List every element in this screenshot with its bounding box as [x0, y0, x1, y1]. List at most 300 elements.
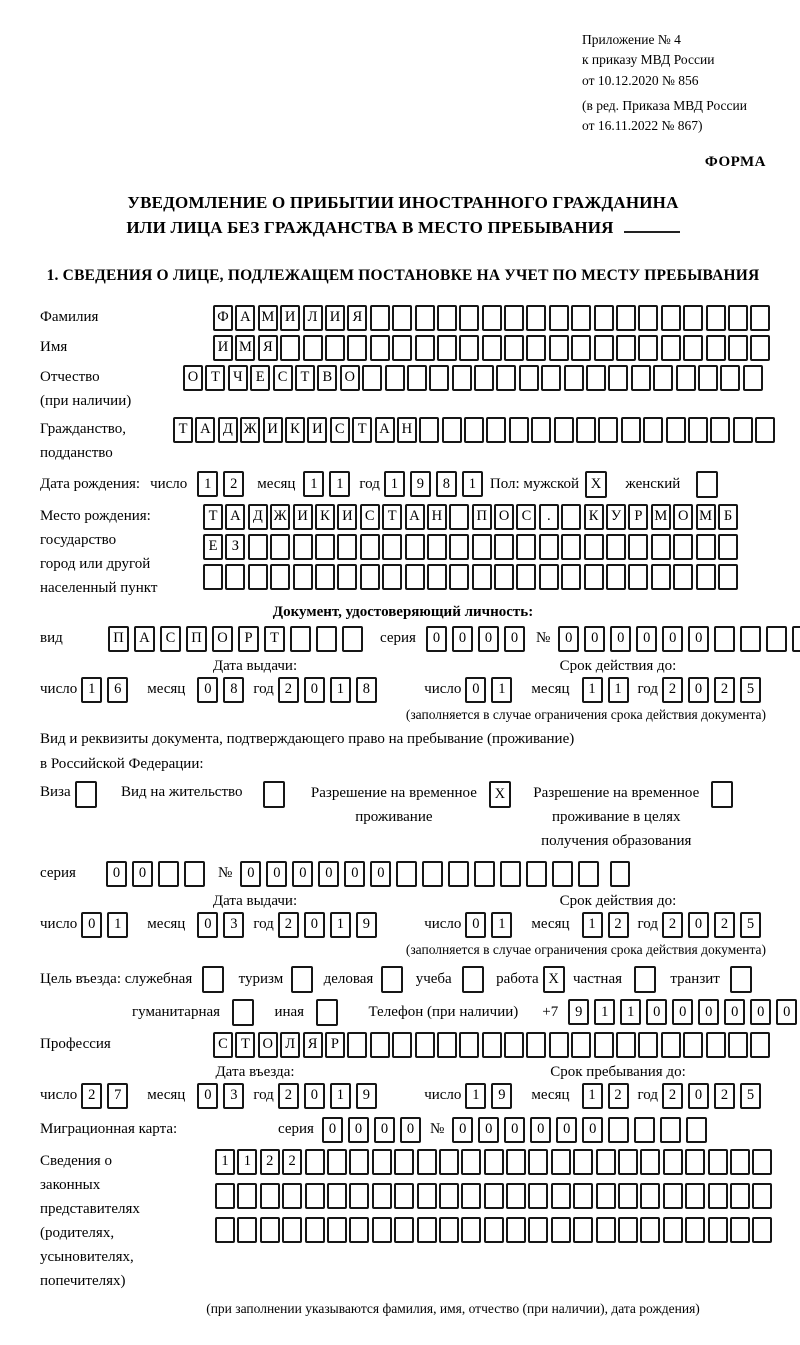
empty-cell[interactable]: [305, 1183, 325, 1209]
filled-cell[interactable]: Н: [427, 504, 447, 530]
filled-cell[interactable]: А: [235, 305, 255, 331]
purpose-other-checkbox[interactable]: [316, 999, 338, 1026]
empty-cell[interactable]: [718, 534, 738, 560]
empty-cell[interactable]: [370, 1032, 390, 1058]
birthplace-cells-line2[interactable]: [203, 534, 740, 560]
filled-cell[interactable]: П: [186, 626, 207, 652]
empty-cell[interactable]: [539, 534, 559, 560]
filled-cell[interactable]: 0: [478, 626, 499, 652]
empty-cell[interactable]: [392, 305, 412, 331]
filled-cell[interactable]: З: [225, 534, 245, 560]
filled-cell[interactable]: 0: [370, 861, 391, 887]
filled-cell[interactable]: 1: [330, 1083, 351, 1109]
filled-cell[interactable]: Е: [250, 365, 270, 391]
filled-cell[interactable]: 2: [714, 912, 735, 938]
empty-cell[interactable]: [618, 1149, 638, 1175]
filled-cell[interactable]: 9: [491, 1083, 512, 1109]
sex-female-checkbox[interactable]: [696, 471, 718, 498]
filled-cell[interactable]: Е: [203, 534, 223, 560]
filled-cell[interactable]: О: [673, 504, 693, 530]
empty-cell[interactable]: [576, 417, 596, 443]
empty-cell[interactable]: [392, 335, 412, 361]
empty-cell[interactable]: [474, 365, 494, 391]
filled-cell[interactable]: 1: [330, 677, 351, 703]
empty-cell[interactable]: [618, 1217, 638, 1243]
empty-cell[interactable]: [519, 365, 539, 391]
permit-valid-day-cells[interactable]: [465, 912, 517, 938]
filled-cell[interactable]: Т: [382, 504, 402, 530]
empty-cell[interactable]: [327, 1149, 347, 1175]
empty-cell[interactable]: [184, 861, 205, 887]
filled-cell[interactable]: 0: [584, 626, 605, 652]
empty-cell[interactable]: [415, 1032, 435, 1058]
filled-cell[interactable]: Т: [203, 504, 223, 530]
filled-cell[interactable]: Б: [718, 504, 738, 530]
filled-cell[interactable]: 2: [81, 1083, 102, 1109]
entry-day-cells[interactable]: [81, 1083, 133, 1109]
stay-day-cells[interactable]: [465, 1083, 517, 1109]
empty-cell[interactable]: [696, 534, 716, 560]
filled-cell[interactable]: 1: [81, 677, 102, 703]
empty-cell[interactable]: [685, 1217, 705, 1243]
filled-cell[interactable]: 0: [426, 626, 447, 652]
legal-rep-cells-line1[interactable]: [215, 1149, 775, 1175]
empty-cell[interactable]: [610, 861, 630, 887]
birthplace-cells-line3[interactable]: [203, 564, 740, 590]
empty-cell[interactable]: [549, 305, 569, 331]
filled-cell[interactable]: 1: [491, 677, 512, 703]
visa-checkbox[interactable]: [75, 781, 97, 808]
empty-cell[interactable]: [551, 1183, 571, 1209]
empty-cell[interactable]: [439, 1217, 459, 1243]
doc-type-cells[interactable]: [108, 626, 368, 652]
empty-cell[interactable]: [792, 626, 800, 652]
empty-cell[interactable]: [305, 1217, 325, 1243]
filled-cell[interactable]: О: [183, 365, 203, 391]
filled-cell[interactable]: 0: [556, 1117, 577, 1143]
filled-cell[interactable]: М: [235, 335, 255, 361]
empty-cell[interactable]: [640, 1217, 660, 1243]
empty-cell[interactable]: [504, 1032, 524, 1058]
empty-cell[interactable]: [584, 564, 604, 590]
empty-cell[interactable]: [706, 335, 726, 361]
empty-cell[interactable]: [651, 564, 671, 590]
filled-cell[interactable]: Ж: [240, 417, 260, 443]
filled-cell[interactable]: 1: [384, 471, 405, 497]
birth-year-cells[interactable]: [384, 471, 488, 497]
empty-cell[interactable]: [472, 564, 492, 590]
empty-cell[interactable]: [740, 626, 761, 652]
empty-cell[interactable]: [405, 534, 425, 560]
filled-cell[interactable]: 0: [197, 912, 218, 938]
filled-cell[interactable]: П: [108, 626, 129, 652]
legal-rep-cells-line2[interactable]: [215, 1183, 775, 1209]
empty-cell[interactable]: [708, 1183, 728, 1209]
birth-month-cells[interactable]: [303, 471, 355, 497]
empty-cell[interactable]: [360, 564, 380, 590]
filled-cell[interactable]: Т: [235, 1032, 255, 1058]
filled-cell[interactable]: Т: [264, 626, 285, 652]
filled-cell[interactable]: А: [375, 417, 395, 443]
permit-valid-year-cells[interactable]: [662, 912, 766, 938]
filled-cell[interactable]: О: [258, 1032, 278, 1058]
empty-cell[interactable]: [260, 1217, 280, 1243]
empty-cell[interactable]: [640, 1183, 660, 1209]
filled-cell[interactable]: 0: [266, 861, 287, 887]
empty-cell[interactable]: [728, 335, 748, 361]
empty-cell[interactable]: [449, 534, 469, 560]
empty-cell[interactable]: [616, 305, 636, 331]
profession-cells[interactable]: [213, 1032, 773, 1058]
empty-cell[interactable]: [696, 564, 716, 590]
empty-cell[interactable]: [427, 534, 447, 560]
empty-cell[interactable]: [651, 534, 671, 560]
empty-cell[interactable]: [673, 564, 693, 590]
filled-cell[interactable]: 0: [304, 1083, 325, 1109]
entry-year-cells[interactable]: [278, 1083, 382, 1109]
filled-cell[interactable]: 0: [465, 677, 486, 703]
filled-cell[interactable]: 0: [662, 626, 683, 652]
empty-cell[interactable]: [347, 335, 367, 361]
empty-cell[interactable]: [315, 534, 335, 560]
empty-cell[interactable]: [280, 335, 300, 361]
permit-issue-month-cells[interactable]: [197, 912, 249, 938]
empty-cell[interactable]: [528, 1217, 548, 1243]
empty-cell[interactable]: [750, 335, 770, 361]
empty-cell[interactable]: [270, 564, 290, 590]
empty-cell[interactable]: [394, 1149, 414, 1175]
filled-cell[interactable]: 8: [436, 471, 457, 497]
empty-cell[interactable]: [561, 504, 581, 530]
filled-cell[interactable]: И: [280, 305, 300, 331]
filled-cell[interactable]: Л: [280, 1032, 300, 1058]
firstname-cells[interactable]: [213, 335, 773, 361]
empty-cell[interactable]: [349, 1217, 369, 1243]
filled-cell[interactable]: 0: [688, 677, 709, 703]
empty-cell[interactable]: [506, 1183, 526, 1209]
empty-cell[interactable]: [464, 417, 484, 443]
filled-cell[interactable]: А: [225, 504, 245, 530]
empty-cell[interactable]: [303, 335, 323, 361]
filled-cell[interactable]: Я: [258, 335, 278, 361]
filled-cell[interactable]: Р: [325, 1032, 345, 1058]
empty-cell[interactable]: [203, 564, 223, 590]
empty-cell[interactable]: [720, 365, 740, 391]
empty-cell[interactable]: [526, 335, 546, 361]
empty-cell[interactable]: [628, 534, 648, 560]
filled-cell[interactable]: В: [317, 365, 337, 391]
empty-cell[interactable]: [237, 1183, 257, 1209]
empty-cell[interactable]: [752, 1183, 772, 1209]
filled-cell[interactable]: 2: [714, 1083, 735, 1109]
patronymic-cells[interactable]: [183, 365, 765, 391]
filled-cell[interactable]: 0: [504, 1117, 525, 1143]
filled-cell[interactable]: 0: [318, 861, 339, 887]
filled-cell[interactable]: И: [293, 504, 313, 530]
empty-cell[interactable]: [526, 305, 546, 331]
empty-cell[interactable]: [598, 417, 618, 443]
filled-cell[interactable]: 0: [197, 677, 218, 703]
empty-cell[interactable]: [509, 417, 529, 443]
empty-cell[interactable]: [437, 335, 457, 361]
filled-cell[interactable]: К: [285, 417, 305, 443]
empty-cell[interactable]: [327, 1183, 347, 1209]
empty-cell[interactable]: [370, 305, 390, 331]
purpose-official-checkbox[interactable]: [202, 966, 224, 993]
filled-cell[interactable]: Д: [248, 504, 268, 530]
empty-cell[interactable]: [686, 1117, 707, 1143]
empty-cell[interactable]: [594, 335, 614, 361]
empty-cell[interactable]: [405, 564, 425, 590]
filled-cell[interactable]: 1: [582, 677, 603, 703]
empty-cell[interactable]: [561, 534, 581, 560]
empty-cell[interactable]: [225, 564, 245, 590]
filled-cell[interactable]: С: [516, 504, 536, 530]
sex-male-checkbox[interactable]: X: [585, 471, 607, 498]
empty-cell[interactable]: [552, 861, 573, 887]
empty-cell[interactable]: [621, 417, 641, 443]
filled-cell[interactable]: 2: [608, 912, 629, 938]
empty-cell[interactable]: [594, 1032, 614, 1058]
empty-cell[interactable]: [526, 861, 547, 887]
empty-cell[interactable]: [661, 1032, 681, 1058]
filled-cell[interactable]: И: [325, 305, 345, 331]
empty-cell[interactable]: [683, 305, 703, 331]
filled-cell[interactable]: С: [273, 365, 293, 391]
empty-cell[interactable]: [638, 1032, 658, 1058]
filled-cell[interactable]: М: [258, 305, 278, 331]
empty-cell[interactable]: [282, 1183, 302, 1209]
filled-cell[interactable]: 0: [304, 912, 325, 938]
empty-cell[interactable]: [486, 417, 506, 443]
filled-cell[interactable]: С: [213, 1032, 233, 1058]
filled-cell[interactable]: Н: [397, 417, 417, 443]
empty-cell[interactable]: [248, 534, 268, 560]
filled-cell[interactable]: Я: [303, 1032, 323, 1058]
filled-cell[interactable]: 0: [776, 999, 797, 1025]
filled-cell[interactable]: И: [213, 335, 233, 361]
filled-cell[interactable]: 3: [223, 912, 244, 938]
empty-cell[interactable]: [461, 1149, 481, 1175]
empty-cell[interactable]: [372, 1217, 392, 1243]
empty-cell[interactable]: [571, 1032, 591, 1058]
empty-cell[interactable]: [382, 534, 402, 560]
empty-cell[interactable]: [571, 335, 591, 361]
filled-cell[interactable]: 0: [452, 626, 473, 652]
empty-cell[interactable]: [573, 1183, 593, 1209]
legal-rep-cells-line3[interactable]: [215, 1217, 775, 1243]
empty-cell[interactable]: [325, 335, 345, 361]
filled-cell[interactable]: 1: [491, 912, 512, 938]
empty-cell[interactable]: [685, 1149, 705, 1175]
empty-cell[interactable]: [718, 564, 738, 590]
doc-issue-day-cells[interactable]: [81, 677, 133, 703]
empty-cell[interactable]: [484, 1183, 504, 1209]
empty-cell[interactable]: [526, 1032, 546, 1058]
empty-cell[interactable]: [500, 861, 521, 887]
filled-cell[interactable]: О: [212, 626, 233, 652]
empty-cell[interactable]: [663, 1183, 683, 1209]
filled-cell[interactable]: 0: [688, 626, 709, 652]
filled-cell[interactable]: 9: [356, 912, 377, 938]
filled-cell[interactable]: 0: [197, 1083, 218, 1109]
empty-cell[interactable]: [439, 1183, 459, 1209]
filled-cell[interactable]: Т: [205, 365, 225, 391]
purpose-business-checkbox[interactable]: [381, 966, 403, 993]
empty-cell[interactable]: [293, 564, 313, 590]
empty-cell[interactable]: [673, 534, 693, 560]
empty-cell[interactable]: [506, 1149, 526, 1175]
empty-cell[interactable]: [260, 1183, 280, 1209]
empty-cell[interactable]: [561, 564, 581, 590]
filled-cell[interactable]: 0: [240, 861, 261, 887]
empty-cell[interactable]: [631, 365, 651, 391]
purpose-humanitarian-checkbox[interactable]: [232, 999, 254, 1026]
empty-cell[interactable]: [606, 564, 626, 590]
filled-cell[interactable]: О: [494, 504, 514, 530]
empty-cell[interactable]: [215, 1183, 235, 1209]
filled-cell[interactable]: С: [330, 417, 350, 443]
filled-cell[interactable]: Р: [628, 504, 648, 530]
empty-cell[interactable]: [750, 1032, 770, 1058]
birth-day-cells[interactable]: [197, 471, 249, 497]
empty-cell[interactable]: [385, 365, 405, 391]
empty-cell[interactable]: [683, 335, 703, 361]
filled-cell[interactable]: А: [134, 626, 155, 652]
empty-cell[interactable]: [706, 1032, 726, 1058]
empty-cell[interactable]: [270, 534, 290, 560]
filled-cell[interactable]: И: [307, 417, 327, 443]
empty-cell[interactable]: [573, 1217, 593, 1243]
filled-cell[interactable]: К: [315, 504, 335, 530]
empty-cell[interactable]: [752, 1217, 772, 1243]
empty-cell[interactable]: [282, 1217, 302, 1243]
filled-cell[interactable]: 9: [356, 1083, 377, 1109]
filled-cell[interactable]: 0: [344, 861, 365, 887]
empty-cell[interactable]: [683, 1032, 703, 1058]
empty-cell[interactable]: [442, 417, 462, 443]
empty-cell[interactable]: [158, 861, 179, 887]
filled-cell[interactable]: 0: [582, 1117, 603, 1143]
filled-cell[interactable]: С: [360, 504, 380, 530]
filled-cell[interactable]: 0: [465, 912, 486, 938]
empty-cell[interactable]: [638, 305, 658, 331]
filled-cell[interactable]: М: [651, 504, 671, 530]
empty-cell[interactable]: [415, 305, 435, 331]
empty-cell[interactable]: [528, 1183, 548, 1209]
temp-residence-edu-checkbox[interactable]: [711, 781, 733, 808]
filled-cell[interactable]: 1: [465, 1083, 486, 1109]
doc-series-cells[interactable]: [426, 626, 530, 652]
filled-cell[interactable]: Л: [303, 305, 323, 331]
filled-cell[interactable]: Ф: [213, 305, 233, 331]
filled-cell[interactable]: 0: [646, 999, 667, 1025]
empty-cell[interactable]: [750, 305, 770, 331]
empty-cell[interactable]: [417, 1149, 437, 1175]
purpose-transit-checkbox[interactable]: [730, 966, 752, 993]
empty-cell[interactable]: [710, 417, 730, 443]
permit-valid-month-cells[interactable]: [582, 912, 634, 938]
doc-valid-year-cells[interactable]: [662, 677, 766, 703]
empty-cell[interactable]: [584, 534, 604, 560]
filled-cell[interactable]: 0: [304, 677, 325, 703]
filled-cell[interactable]: 0: [400, 1117, 421, 1143]
filled-cell[interactable]: 8: [356, 677, 377, 703]
empty-cell[interactable]: [494, 534, 514, 560]
empty-cell[interactable]: [494, 564, 514, 590]
filled-cell[interactable]: 0: [348, 1117, 369, 1143]
filled-cell[interactable]: Ж: [270, 504, 290, 530]
permit-issue-year-cells[interactable]: [278, 912, 382, 938]
empty-cell[interactable]: [496, 365, 516, 391]
filled-cell[interactable]: 2: [662, 912, 683, 938]
empty-cell[interactable]: [407, 365, 427, 391]
filled-cell[interactable]: 6: [107, 677, 128, 703]
empty-cell[interactable]: [482, 1032, 502, 1058]
filled-cell[interactable]: А: [195, 417, 215, 443]
empty-cell[interactable]: [685, 1183, 705, 1209]
filled-cell[interactable]: 0: [688, 1083, 709, 1109]
filled-cell[interactable]: А: [405, 504, 425, 530]
empty-cell[interactable]: [215, 1217, 235, 1243]
empty-cell[interactable]: [596, 1217, 616, 1243]
filled-cell[interactable]: 2: [662, 1083, 683, 1109]
empty-cell[interactable]: [484, 1149, 504, 1175]
empty-cell[interactable]: [596, 1149, 616, 1175]
empty-cell[interactable]: [437, 1032, 457, 1058]
empty-cell[interactable]: [394, 1183, 414, 1209]
filled-cell[interactable]: 9: [568, 999, 589, 1025]
empty-cell[interactable]: [766, 626, 787, 652]
empty-cell[interactable]: [539, 564, 559, 590]
purpose-private-checkbox[interactable]: [634, 966, 656, 993]
empty-cell[interactable]: [516, 564, 536, 590]
filled-cell[interactable]: 1: [197, 471, 218, 497]
empty-cell[interactable]: [571, 305, 591, 331]
empty-cell[interactable]: [504, 305, 524, 331]
permit-number-extra-cell[interactable]: [610, 861, 632, 887]
purpose-tourism-checkbox[interactable]: [291, 966, 313, 993]
filled-cell[interactable]: 5: [740, 1083, 761, 1109]
filled-cell[interactable]: 0: [374, 1117, 395, 1143]
migration-series-cells[interactable]: [322, 1117, 426, 1143]
doc-valid-day-cells[interactable]: [465, 677, 517, 703]
empty-cell[interactable]: [573, 1149, 593, 1175]
filled-cell[interactable]: 2: [714, 677, 735, 703]
migration-number-cells[interactable]: [452, 1117, 712, 1143]
filled-cell[interactable]: 0: [106, 861, 127, 887]
entry-month-cells[interactable]: [197, 1083, 249, 1109]
filled-cell[interactable]: И: [263, 417, 283, 443]
empty-cell[interactable]: [337, 534, 357, 560]
filled-cell[interactable]: 3: [223, 1083, 244, 1109]
empty-cell[interactable]: [290, 626, 311, 652]
filled-cell[interactable]: 1: [330, 912, 351, 938]
filled-cell[interactable]: 2: [282, 1149, 302, 1175]
empty-cell[interactable]: [708, 1149, 728, 1175]
permit-series-cells[interactable]: [106, 861, 210, 887]
empty-cell[interactable]: [541, 365, 561, 391]
filled-cell[interactable]: Р: [238, 626, 259, 652]
empty-cell[interactable]: [396, 861, 417, 887]
filled-cell[interactable]: 1: [329, 471, 350, 497]
filled-cell[interactable]: 0: [322, 1117, 343, 1143]
empty-cell[interactable]: [360, 534, 380, 560]
empty-cell[interactable]: [316, 626, 337, 652]
filled-cell[interactable]: 1: [303, 471, 324, 497]
empty-cell[interactable]: [482, 335, 502, 361]
empty-cell[interactable]: [461, 1217, 481, 1243]
